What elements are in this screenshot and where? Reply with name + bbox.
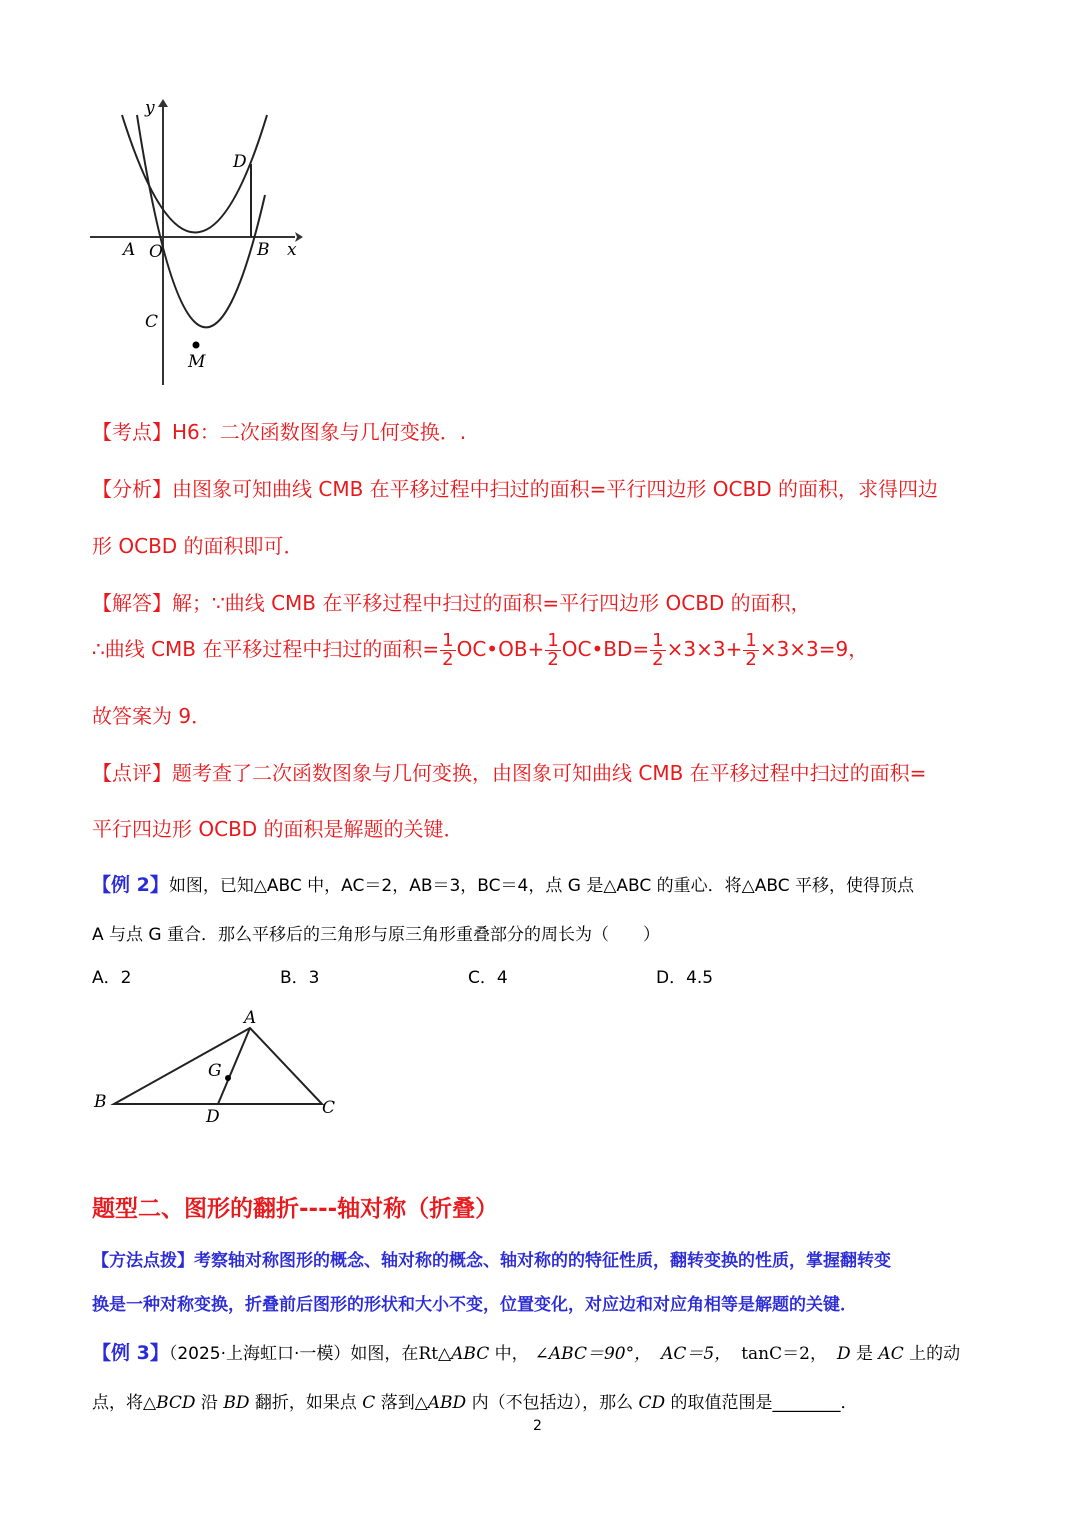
dianping-line1 bbox=[92, 757, 926, 786]
example2-line1 bbox=[92, 870, 914, 897]
option-d: D．4.5 bbox=[656, 968, 714, 988]
y-axis-arrow bbox=[158, 99, 168, 107]
option-b: B．3 bbox=[280, 968, 320, 988]
label-a2: A bbox=[244, 1008, 257, 1028]
jieda-line1 bbox=[92, 587, 811, 616]
example3-cd: CD bbox=[638, 1393, 666, 1413]
example3-bcd: BCD bbox=[156, 1393, 196, 1413]
jieda-line3: 故答案为 9． bbox=[92, 704, 212, 728]
jieda-seg2: OC•BD= bbox=[561, 637, 650, 661]
fenxi-line1 bbox=[92, 473, 938, 502]
dianping-text1: 题考查了二次函数图象与几何变换，由图象可知曲线 CMB 在平移过程中扫过的面积= bbox=[172, 761, 927, 785]
median-ad bbox=[218, 1028, 250, 1104]
example2-text1: 如图，已知△ABC 中，AC＝2，AB＝3，BC＝4，点 G 是△ABC 的重心．将△ABC 平移，使得顶点 bbox=[168, 876, 915, 896]
method-text1: 考察轴对称图形的概念、轴对称的概念、轴对称的的特征性质，翻转变换的性质，掌握翻转变 bbox=[194, 1251, 891, 1271]
upper-parabola bbox=[122, 115, 267, 233]
kaodian-text: H6：二次函数图象与几何变换．. bbox=[172, 420, 467, 444]
example3-source: （2025·上海虹口·一模）如图，在 bbox=[168, 1344, 419, 1364]
label-y: y bbox=[145, 98, 155, 118]
label-d: D bbox=[233, 152, 247, 172]
example3-line2: 点，将△BCD 沿 BD 翻折，如果点 C 落到△ABD 内（不包括边），那么 CD 的取值范围是________． bbox=[92, 1393, 858, 1413]
label-o: O bbox=[149, 242, 163, 262]
jieda-seg3: ×3×3+ bbox=[666, 637, 743, 661]
answer-blank: ________ bbox=[772, 1393, 841, 1413]
parabola-figure bbox=[85, 95, 315, 395]
method-tag: 【方法点拨】 bbox=[92, 1251, 194, 1271]
label-d2: D bbox=[206, 1107, 220, 1127]
example3-line1: 【例 3】（2025·上海虹口·一模）如图，在Rt△ABC 中， ∠ABC＝90°， AC＝5， tanC＝2， D 是 AC 上的动 bbox=[92, 1342, 961, 1364]
label-b2: B bbox=[94, 1092, 107, 1112]
jieda-seg4: ×3×3=9， bbox=[759, 637, 869, 661]
fraction-1: $\frac{1}{2}$ bbox=[442, 630, 454, 670]
fenxi-text1: 由图象可知曲线 CMB 在平移过程中扫过的面积=平行四边形 OCBD 的面积，求得四边 bbox=[172, 477, 938, 501]
label-g: G bbox=[208, 1061, 222, 1081]
example2-tag: 【例 2】 bbox=[92, 874, 169, 896]
label-c2: C bbox=[322, 1098, 336, 1118]
fraction-3: $\frac{1}{2}$ bbox=[652, 630, 664, 670]
example3-ac: AC＝5， bbox=[661, 1344, 732, 1364]
point-g bbox=[225, 1075, 231, 1081]
section-title: 题型二、图形的翻折----轴对称（折叠） bbox=[92, 1196, 499, 1222]
method-line2: 换是一种对称变换，折叠前后图形的形状和大小不变，位置变化，对应边和对应角相等是解题的关键． bbox=[92, 1295, 857, 1315]
fenxi-tag: 【分析】 bbox=[92, 477, 172, 501]
jieda-line2-prefix: ∴曲线 CMB 在平移过程中扫过的面积= bbox=[92, 637, 440, 661]
label-m: M bbox=[188, 352, 206, 372]
example3-angle: ∠ABC＝90°， bbox=[534, 1344, 652, 1364]
point-m bbox=[193, 342, 200, 349]
example3-d: D bbox=[836, 1344, 851, 1364]
label-x: x bbox=[287, 240, 297, 260]
example3-abc: ABC bbox=[451, 1344, 490, 1364]
lower-parabola bbox=[137, 115, 265, 327]
example3-ac2: AC bbox=[878, 1344, 904, 1364]
example3-rt: Rt△ bbox=[418, 1344, 452, 1364]
dianping-line2: 平行四边形 OCBD 的面积是解题的关键． bbox=[92, 817, 464, 841]
fenxi-line2: 形 OCBD 的面积即可． bbox=[92, 534, 304, 558]
dianping-tag: 【点评】 bbox=[92, 761, 172, 785]
kaodian-line bbox=[92, 416, 466, 445]
jieda-tag: 【解答】 bbox=[92, 591, 172, 615]
kaodian-tag: 【考点】 bbox=[92, 420, 172, 444]
example3-bd: BD bbox=[223, 1393, 250, 1413]
label-a: A bbox=[123, 240, 136, 260]
jieda-text1: 解；∵曲线 CMB 在平移过程中扫过的面积=平行四边形 OCBD 的面积， bbox=[172, 591, 811, 615]
example3-tan: tanC＝2， bbox=[741, 1344, 827, 1364]
jieda-seg1: OC•OB+ bbox=[456, 637, 545, 661]
fraction-2: $\frac{1}{2}$ bbox=[547, 630, 559, 670]
method-line1 bbox=[92, 1246, 891, 1271]
example3-c: C bbox=[362, 1393, 376, 1413]
triangle-figure bbox=[90, 1005, 350, 1130]
example3-tag: 【例 3】 bbox=[92, 1342, 169, 1364]
label-c: C bbox=[145, 312, 159, 332]
option-c: C．4 bbox=[468, 968, 508, 988]
jieda-line2 bbox=[92, 632, 868, 669]
fraction-4: $\frac{1}{2}$ bbox=[745, 630, 757, 670]
example3-abd: ABD bbox=[427, 1393, 467, 1413]
option-a: A．2 bbox=[92, 968, 132, 988]
example2-line2: A 与点 G 重合．那么平移后的三角形与原三角形重叠部分的周长为（ ） bbox=[92, 925, 661, 945]
page-number: 2 bbox=[533, 1418, 542, 1434]
label-b: B bbox=[257, 240, 270, 260]
